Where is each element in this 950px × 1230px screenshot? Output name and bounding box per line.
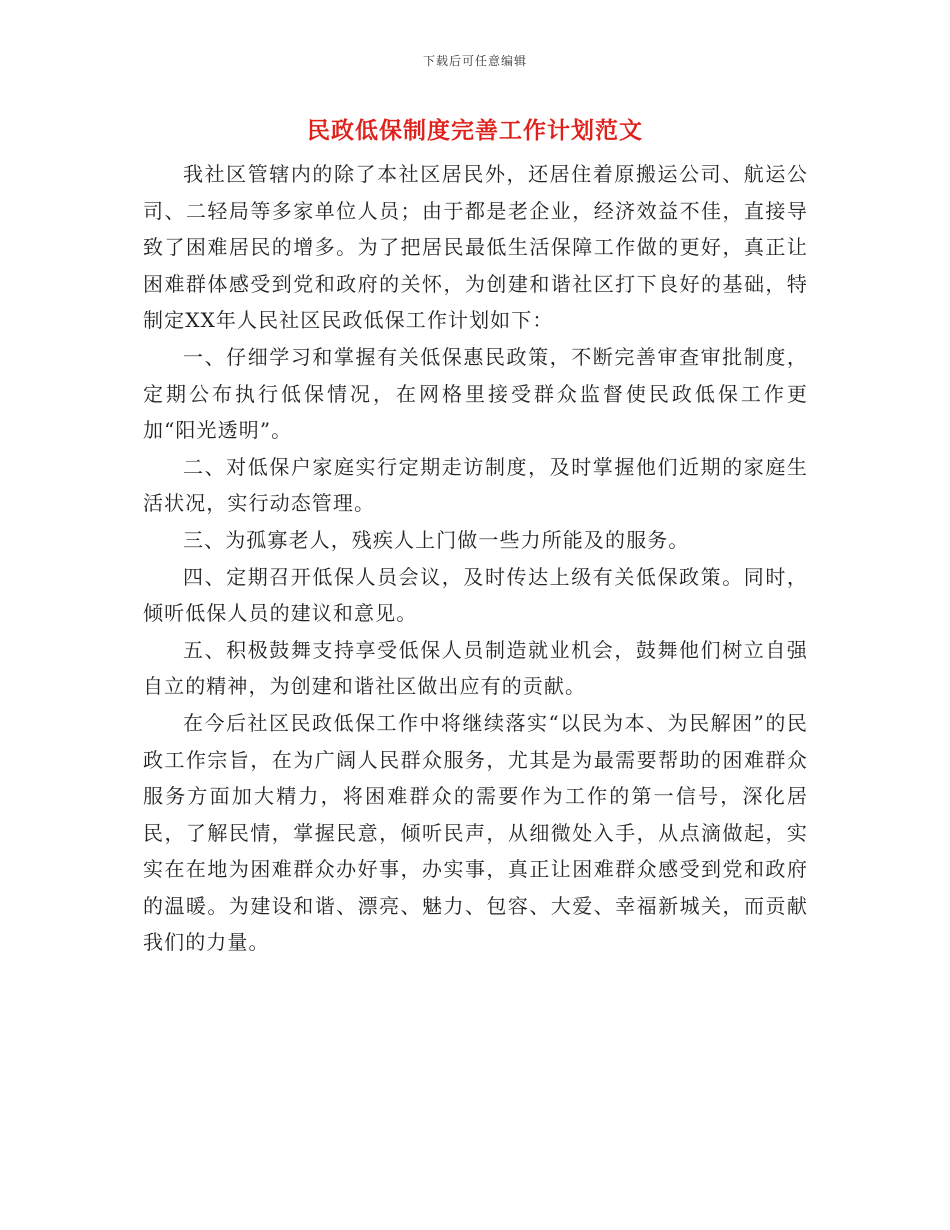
paragraph-item-5: 五、积极鼓舞支持享受低保人员制造就业机会，鼓舞他们树立自强自立的精神，为创建和谐社区做出应有的贡献。 <box>143 637 808 699</box>
paragraph-intro: 我社区管辖内的除了本社区居民外，还居住着原搬运公司、航运公司、二轻局等多家单位人员；由于都是老企业，经济效益不佳，直接导致了困难居民的增多。为了把居民最低生活保障工作做的更好，真正让困难群体感受到党和政府的关怀，为创建和谐社区打下良好的基础，特制定XX年人民社区民政低保工作计划如下： <box>143 162 808 333</box>
paragraph-item-2: 二、对低保户家庭实行定期走访制度，及时掌握他们近期的家庭生活状况，实行动态管理。 <box>143 454 808 516</box>
header-note: 下载后可任意编辑 <box>422 54 527 68</box>
paragraph-conclusion: 在今后社区民政低保工作中将继续落实“以民为本、为民解困”的民政工作宗旨，在为广阔人民群众服务，尤其是为最需要帮助的困难群众服务方面加大精力，将困难群众的需要作为工作的第一信号，深化居民，了解民情，掌握民意，倾听民声，从细微处入手，从点滴做起，实实在在地为困难群众办好事，办实事，真正让困难群众感受到党和政府的温暖。为建设和谐、漂亮、魅力、包容、大爱、幸福新城关，而贡献我们的力量。 <box>143 710 808 955</box>
paragraph-item-1: 一、仔细学习和掌握有关低保惠民政策，不断完善审查审批制度，定期公布执行低保情况，在网格里接受群众监督使民政低保工作更加“阳光透明”。 <box>143 344 808 443</box>
document-body <box>143 156 808 961</box>
page-title: 民政低保制度完善工作计划范文 <box>307 117 643 144</box>
paragraph-item-4: 四、定期召开低保人员会议，及时传达上级有关低保政策。同时，倾听低保人员的建议和意见。 <box>143 564 808 626</box>
paragraph-item-3: 三、为孤寡老人，残疾人上门做一些力所能及的服务。 <box>183 527 690 552</box>
